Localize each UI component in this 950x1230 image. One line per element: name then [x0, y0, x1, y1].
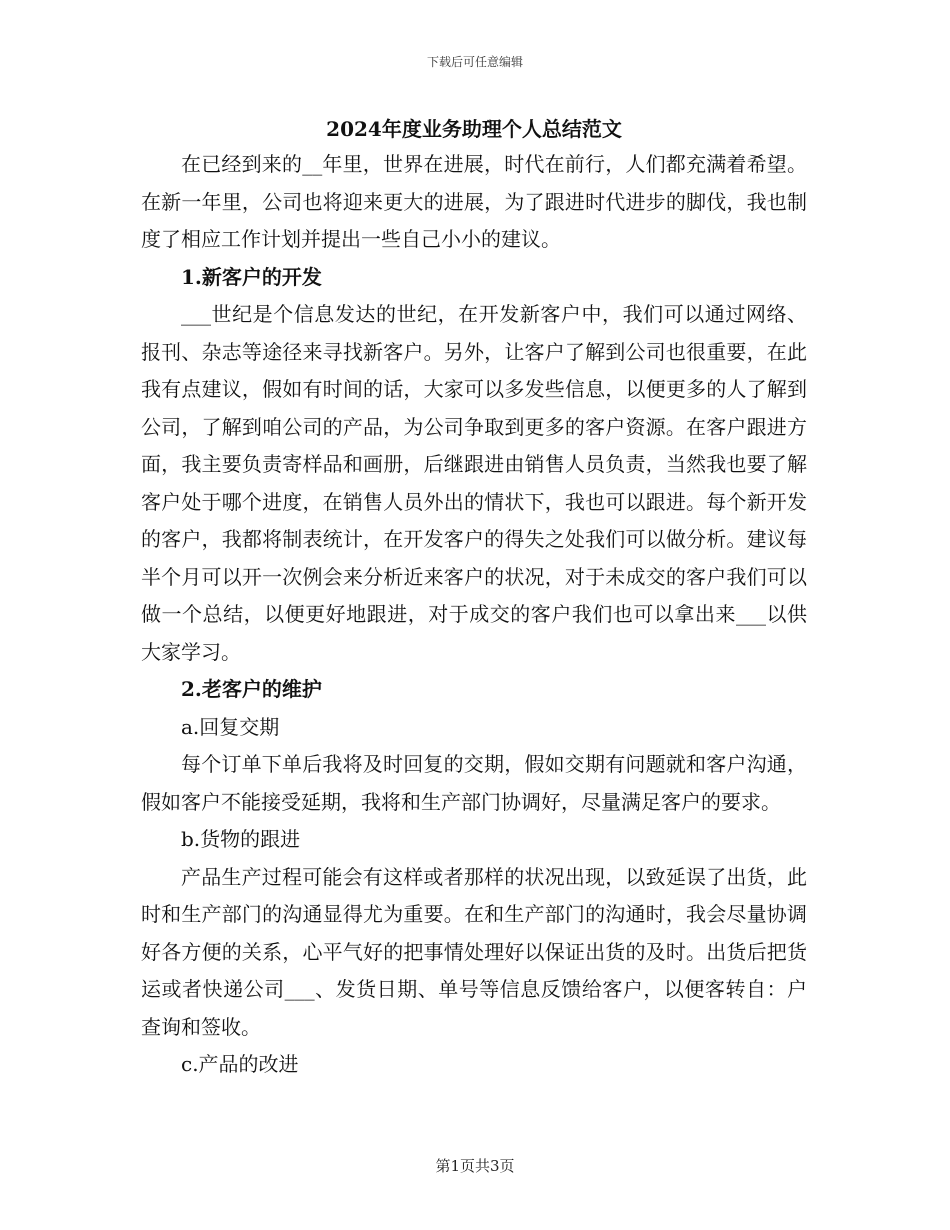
intro-paragraph: 在已经到来的__年里，世界在进展，时代在前行，人们都充满着希望。在新一年里，公司也将迎来更大的进展，为了跟进时代进步的脚伐，我也制度了相应工作计划并提出一些自己小小的建议。 — [141, 152, 807, 251]
subsection-a-paragraph: 每个订单下单后我将及时回复的交期，假如交期有问题就和客户沟通，假如客户不能接受延期，我将和生产部门协调好，尽量满足客户的要求。 — [141, 752, 807, 814]
subsection-b-paragraph: 产品生产过程可能会有这样或者那样的状况出现，以致延误了出货，此时和生产部门的沟通显得尤为重要。在和生产部门的沟通时，我会尽量协调好各方便的关系，心平气好的把事情处理好以保证出货的及时。出货后把货运或者快递公司___、发货日期、单号等信息反馈给客户，以便客转自：户查询和签收。 — [141, 864, 807, 1039]
page-footer: 第1页共3页 — [435, 1157, 515, 1175]
subsection-b-heading: b.货物的跟进 — [181, 827, 301, 851]
document-body — [141, 112, 807, 1084]
subsection-c-heading: c.产品的改进 — [181, 1052, 299, 1076]
subsection-a-heading: a.回复交期 — [181, 714, 280, 739]
document-title: 2024年度业务助理个人总结范文 — [326, 117, 622, 141]
section-1-heading: 1.新客户的开发 — [181, 264, 322, 289]
section-2-heading: 2.老客户的维护 — [181, 677, 322, 701]
section-1-paragraph: ___世纪是个信息发达的世纪，在开发新客户中，我们可以通过网络、报刊、杂志等途径来寻找新客户。另外，让客户了解到公司也很重要，在此我有点建议，假如有时间的话，大家可以多发些信息，以便更多的人了解到公司，了解到咱公司的产品，为公司争取到更多的客户资源。在客户跟进方面，我主要负责寄样品和画册，后继跟进由销售人员负责，当然我也要了解客户处于哪个进度，在销售人员外出的情状下，我也可以跟进。每个新开发的客户，我都将制表统计，在开发客户的得失之处我们可以做分析。建议每半个月可以开一次例会来分析近来客户的状况，对于未成交的客户我们可以做一个总结，以便更好地跟进，对于成交的客户我们也可以拿出来___以供大家学习。 — [141, 302, 807, 664]
page-header: 下载后可任意编辑 — [426, 55, 523, 69]
